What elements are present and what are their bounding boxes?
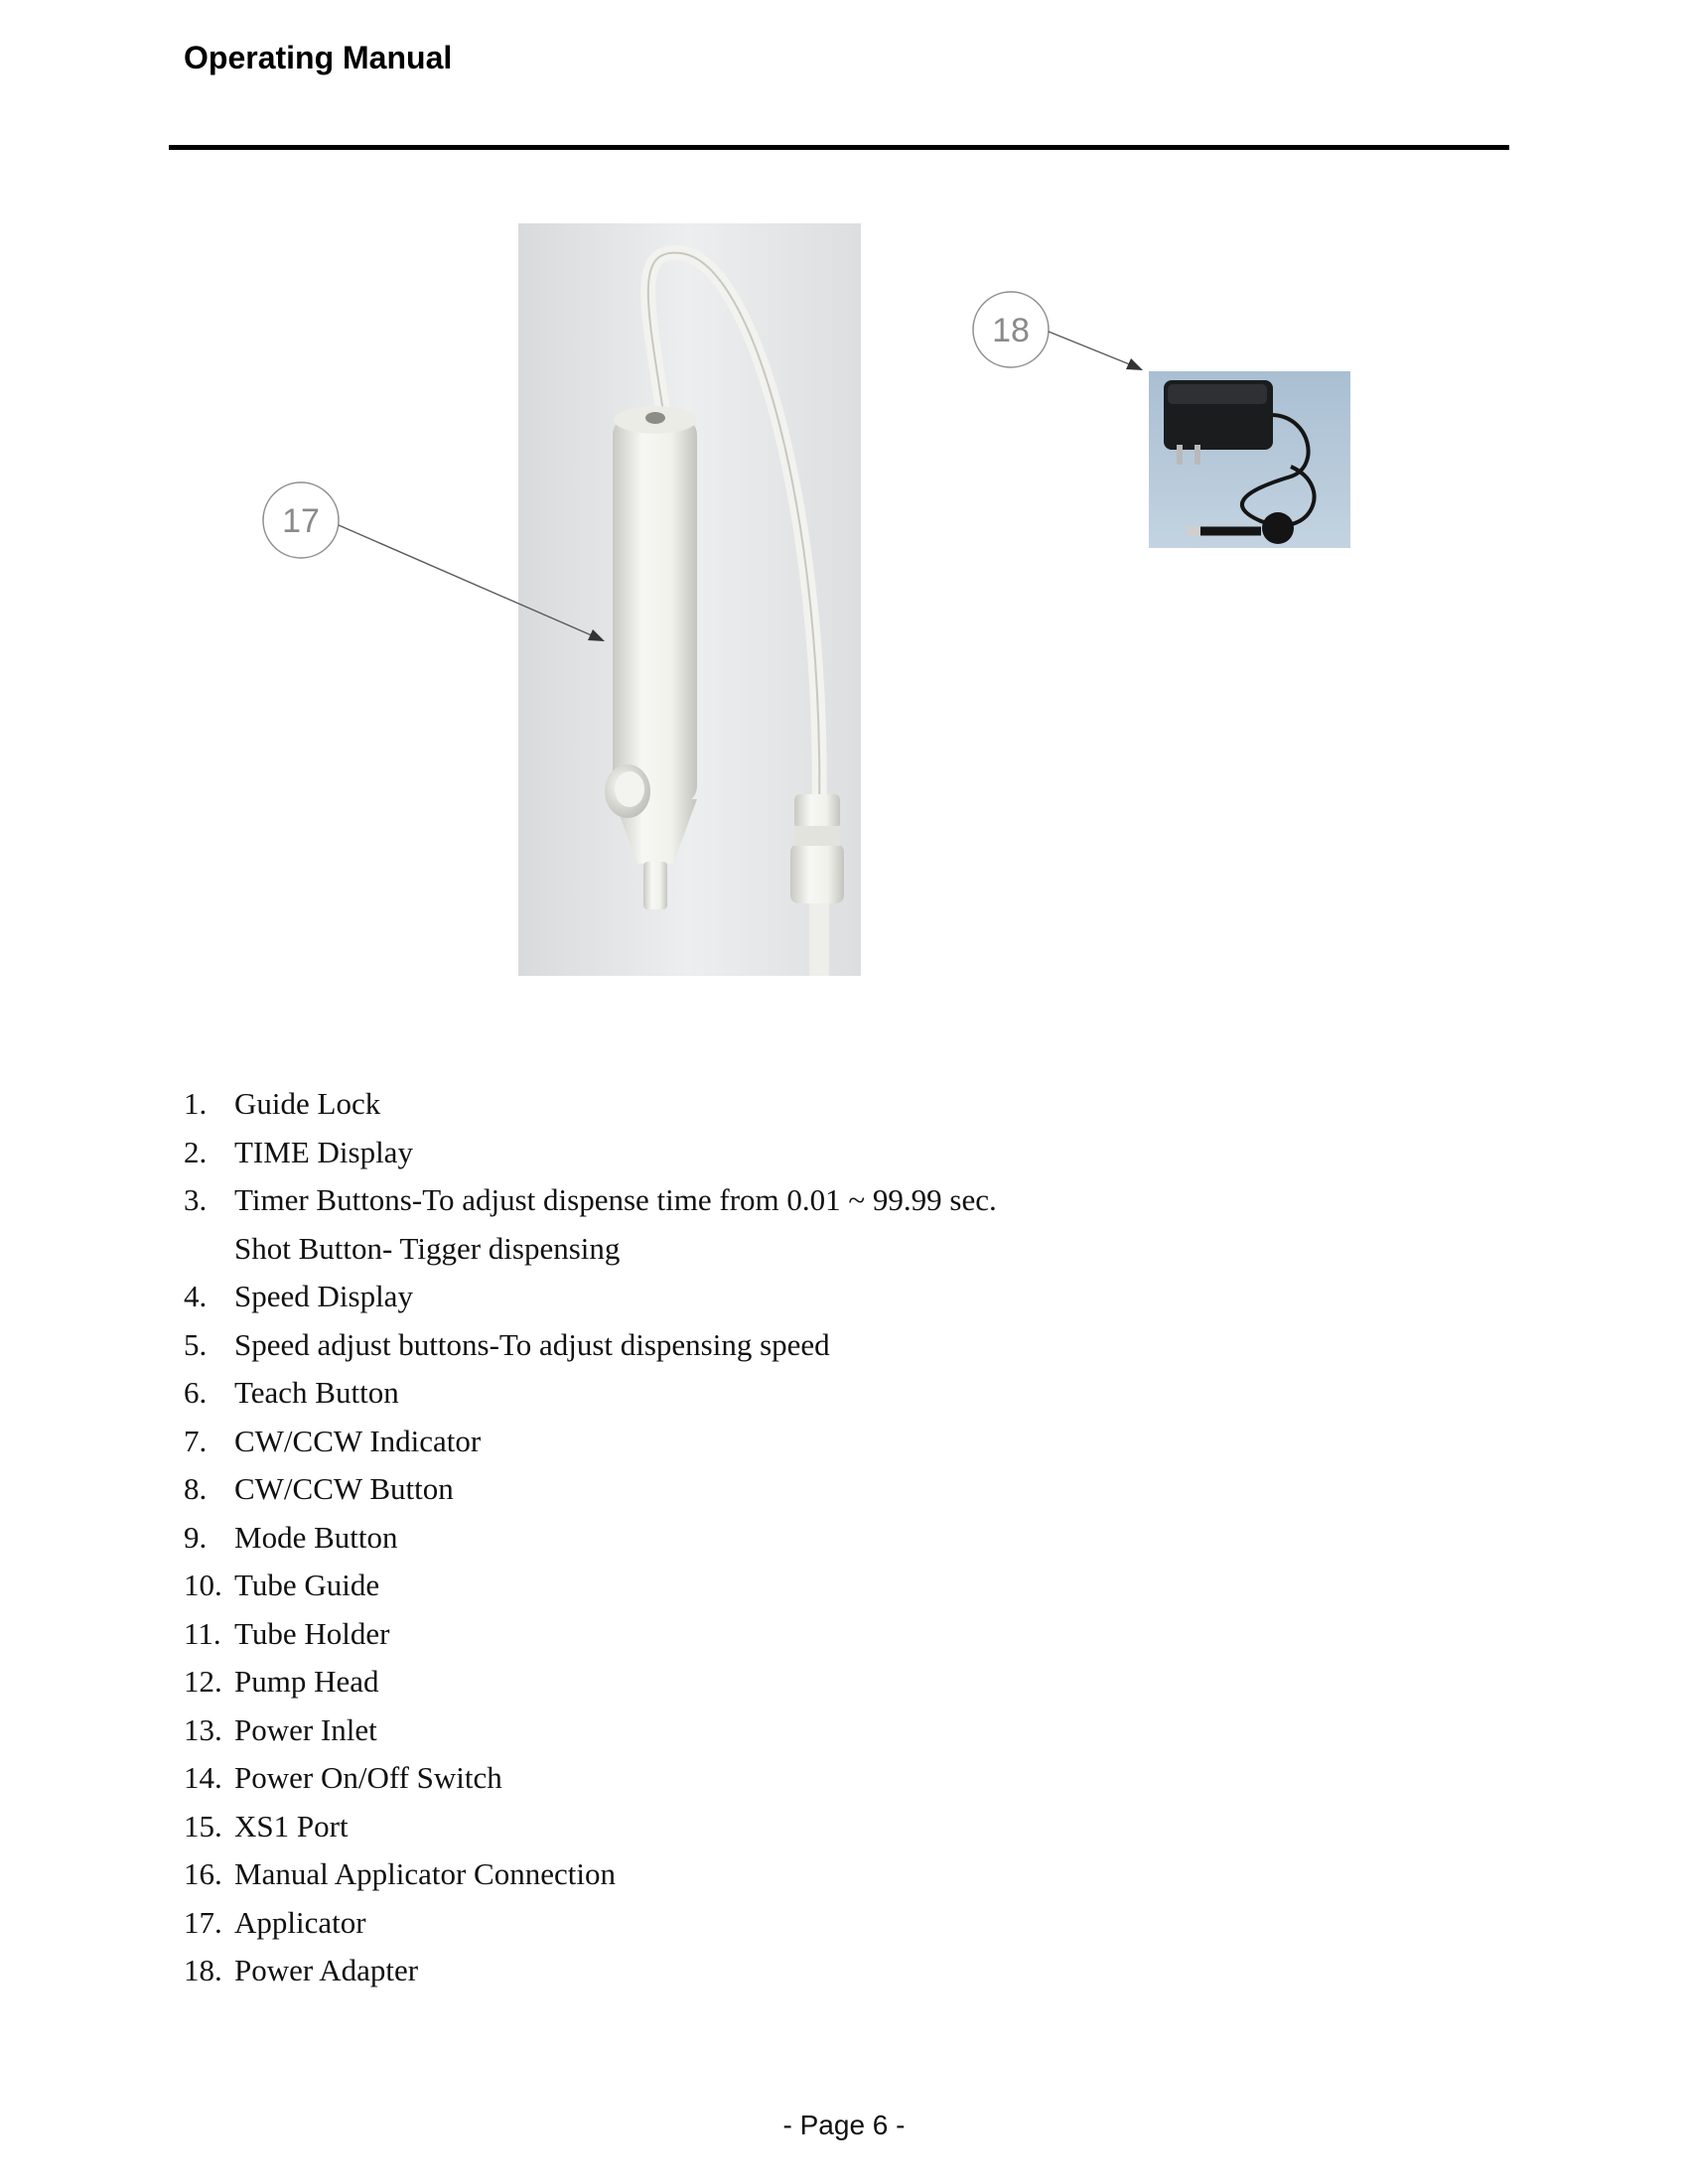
list-item: 14. Power On/Off Switch <box>184 1760 502 1795</box>
list-item: Shot Button- Tigger dispensing <box>234 1230 621 1266</box>
list-item: 17. Applicator <box>184 1904 366 1940</box>
list-item: 18. Power Adapter <box>184 1953 419 1987</box>
list-item: 16. Manual Applicator Connection <box>184 1856 616 1891</box>
list-item: 2. TIME Display <box>184 1134 413 1169</box>
callout-17-label: 17 <box>282 502 320 540</box>
list-item: 13. Power Inlet <box>184 1711 377 1747</box>
list-item: 11. Tube Holder <box>184 1615 390 1651</box>
applicator-image <box>518 223 861 976</box>
callout-18 <box>973 292 1143 370</box>
list-item: 3. Timer Buttons-To adjust dispense time from 0.01 ~ 99.99 sec. <box>184 1182 997 1217</box>
list-item: 10. Tube Guide <box>184 1568 380 1602</box>
product-figure <box>0 0 1688 993</box>
parts-list <box>184 1080 997 1995</box>
list-item: 12. Pump Head <box>184 1664 379 1699</box>
list-item: 7. CW/CCW Indicator <box>184 1423 482 1458</box>
list-item: 8. CW/CCW Button <box>184 1471 454 1506</box>
power-adapter-image <box>1149 371 1350 548</box>
list-item: 6. Teach Button <box>184 1375 399 1410</box>
list-item: 9. Mode Button <box>184 1519 398 1555</box>
list-item: 1. Guide Lock <box>184 1086 381 1121</box>
callout-18-label: 18 <box>992 312 1030 349</box>
list-item: 5. Speed adjust buttons-To adjust dispensing speed <box>184 1326 830 1362</box>
list-item: 4. Speed Display <box>184 1279 413 1313</box>
page-number: - Page 6 - <box>782 2110 906 2140</box>
list-item: 15. XS1 Port <box>184 1808 349 1843</box>
page-header-title: Operating Manual <box>184 40 453 75</box>
